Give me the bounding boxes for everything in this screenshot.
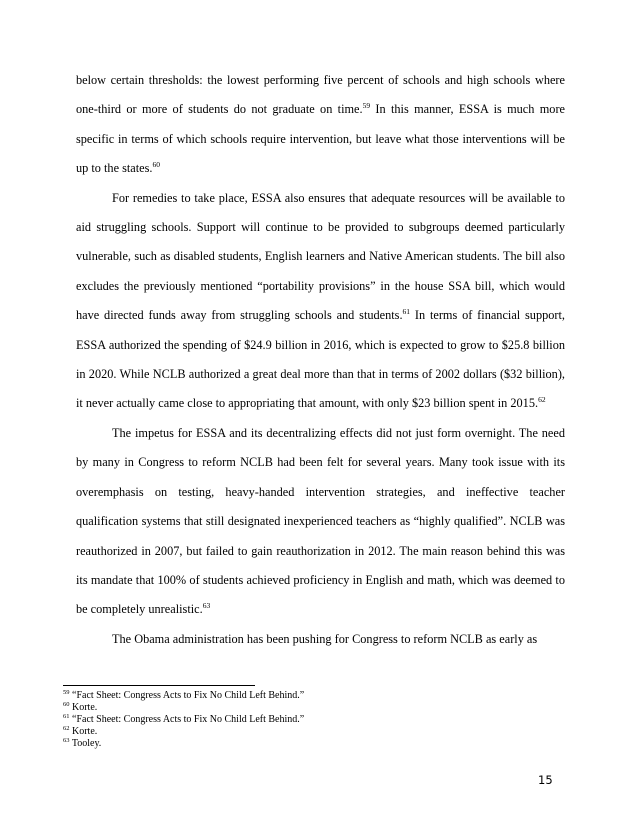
footnote [63,714,563,726]
footnote-reference: 59 [362,101,371,111]
footnote-text: Tooley. [69,738,102,749]
footnote-text: Korte. [69,702,98,713]
page-number: 15 [538,773,553,787]
footnote-text: Korte. [69,726,98,737]
paragraph-text: below certain thresholds: the lowest performing five percent of schools and high schools where one-third or more of students do not graduate on time. [76,73,565,117]
paragraph-text: The Obama administration has been pushing for Congress to reform NCLB as early as [112,631,538,646]
paragraph [76,184,565,419]
paragraph-text: In this manner, ESSA is much more specific in terms of which schools require intervention, but leave what those interventions will be up to the states. [76,102,566,176]
paragraph-text: In terms of financial support, ESSA authorized the spending of $24.9 billion in 2016, which is expected to grow to $25.8 billion in 2020. While NCLB authorized a great deal more than that in terms of 2002 dollars ($32 billion), it never actually came close to appropriating that amount, with only $23 billion spent in 2015. [76,308,565,411]
footnote-reference: 60 [152,160,161,170]
body-text [76,66,565,654]
footnote-number: 61 [63,713,70,720]
footnote-reference: 62 [538,395,546,405]
footnote-text: “Fact Sheet: Congress Acts to Fix No Child Left Behind.” [69,714,305,725]
footnote-reference: 63 [202,601,211,611]
footnote [63,702,563,714]
paragraph [76,66,565,184]
footnote-reference: 61 [402,307,411,317]
footnote [63,690,563,702]
footnote-separator [63,685,255,686]
footnote-number: 62 [63,725,70,732]
footnote-number: 60 [63,701,70,708]
footnote-number: 59 [63,689,70,696]
paragraph [76,625,565,654]
paragraph [76,419,565,625]
paragraph-text: For remedies to take place, ESSA also ensures that adequate resources will be available to aid struggling schools. Support will continue to be provided to subgroups deemed particularly vulnerable, such as disabled students, English learners and Native American students. The bill also excludes the previously mentioned “portability provisions” in the house SSA bill, which would have directed funds away from struggling schools and students. [76,190,565,323]
footnote-number: 63 [63,737,70,744]
paragraph-text: The impetus for ESSA and its decentralizing effects did not just form overnight. The need by many in Congress to reform NCLB had been felt for several years. Many took issue with its overemphasis on testing, heavy-handed intervention strategies, and ineffective teacher qualification systems that still designated inexperienced teachers as “highly qualified”. NCLB was reauthorized in 2007, but failed to gain reauthorization in 2012. The main reason behind this was its mandate that 100% of students achieved proficiency in English and math, which was deemed to be completely unrealistic. [76,425,565,617]
footnote-text: “Fact Sheet: Congress Acts to Fix No Child Left Behind.” [69,690,305,701]
footnotes [63,690,563,750]
footnote [63,726,563,738]
footnote [63,738,563,750]
